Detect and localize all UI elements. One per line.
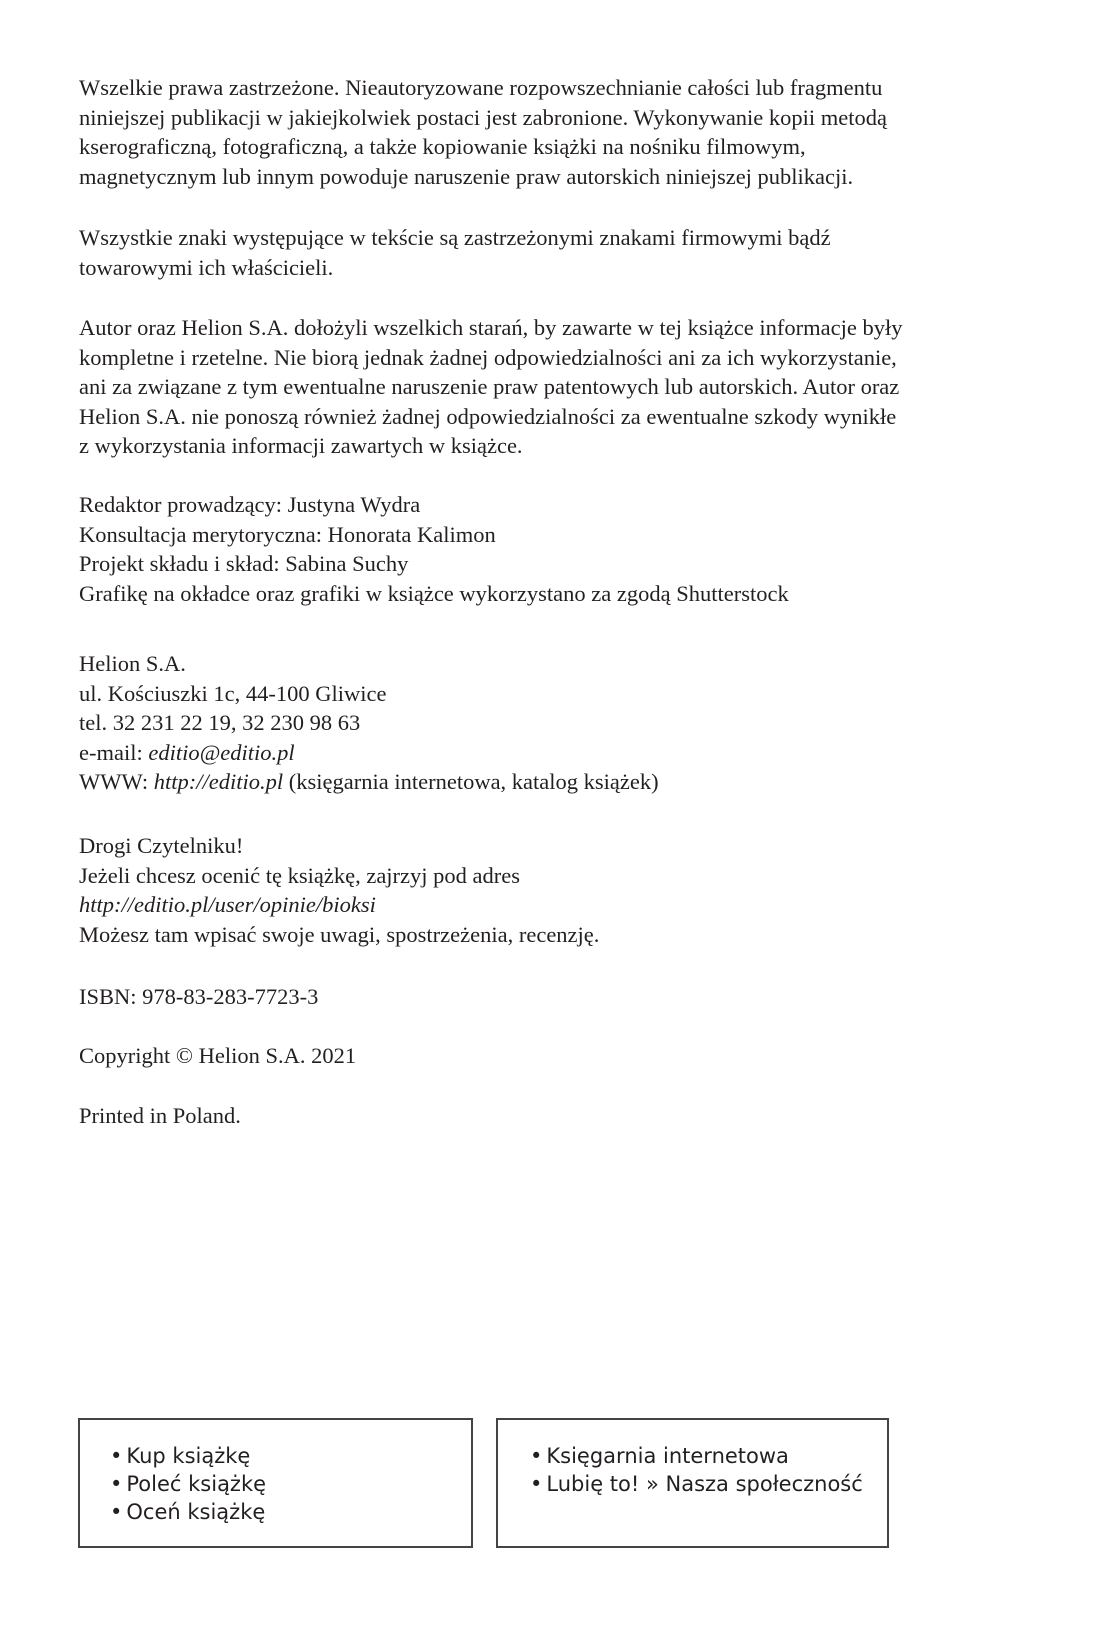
reader-invite: Jeżeli chcesz ocenić tę książkę, zajrzyj pod adres xyxy=(79,862,521,888)
review-url-link[interactable]: http://editio.pl/user/opinie/bioksi xyxy=(79,892,376,917)
bookstore-link[interactable] xyxy=(530,1442,887,1470)
publisher-address xyxy=(79,649,1019,797)
printed-in xyxy=(79,1101,1019,1131)
www-label: WWW: xyxy=(79,769,154,794)
publisher-name: Helion S.A. xyxy=(79,651,186,676)
copyright xyxy=(79,1041,1019,1071)
printed-text: Printed in Poland. xyxy=(79,1103,241,1128)
community-label: Lubię to! » Nasza społeczność xyxy=(546,1472,863,1496)
recommend-book-link[interactable] xyxy=(110,1470,471,1498)
isbn-text: ISBN: 978-83-283-7723-3 xyxy=(79,984,319,1009)
copyright-text: Copyright © Helion S.A. 2021 xyxy=(79,1043,357,1068)
email-link[interactable]: editio@editio.pl xyxy=(148,739,295,765)
community-box xyxy=(496,1418,889,1548)
publisher-email-line xyxy=(79,738,1019,768)
book-actions-box xyxy=(78,1418,473,1548)
trademarks-line: Wszystkie znaki występujące w tekście są zastrzeżonymi znakami firmowymi bądź xyxy=(79,225,831,250)
liability-line: Helion S.A. nie ponoszą również żadnej odpowiedzialności za ewentualne szkody wynikłe xyxy=(79,403,897,429)
liability-line: kompletne i rzetelne. Nie biorą jednak żadnej odpowiedzialności ani za ich wykorzystanie, xyxy=(79,344,897,370)
bullet-icon: • xyxy=(530,1472,543,1496)
publisher-phone: tel. 32 231 22 19, 32 230 98 63 xyxy=(79,710,361,735)
publisher-street: ul. Kościuszki 1c, 44-100 Gliwice xyxy=(79,680,387,706)
buy-book-label: Kup książkę xyxy=(126,1444,251,1468)
liability-line: ani za związane z tym ewentualne naruszenie praw patentowych lub autorskich. Autor oraz xyxy=(79,374,900,399)
community-link[interactable] xyxy=(530,1470,887,1498)
rights-line: niniejszej publikacji w jakiejkolwiek postaci jest zabronione. Wykonywanie kopii metodą xyxy=(79,104,888,130)
bullet-icon: • xyxy=(530,1444,543,1468)
email-label: e-mail: xyxy=(79,739,149,765)
bullet-icon: • xyxy=(110,1500,123,1524)
buy-book-link[interactable] xyxy=(110,1442,471,1470)
typesetting-credit: Projekt składu i skład: Sabina Suchy xyxy=(79,551,409,576)
editor-credit: Redaktor prowadzący: Justyna Wydra xyxy=(79,492,421,517)
credits xyxy=(79,490,1019,608)
consultation-credit: Konsultacja merytoryczna: Honorata Kalimon xyxy=(79,521,496,547)
rights-line: magnetycznym lub innym powoduje naruszenie praw autorskich niniejszej publikacji. xyxy=(79,163,854,189)
rate-book-link[interactable] xyxy=(110,1498,471,1526)
reader-closing: Możesz tam wpisać swoje uwagi, spostrzeżenia, recenzję. xyxy=(79,921,600,947)
graphics-credit: Grafikę na okładce oraz grafiki w książce wykorzystano za zgodą Shutterstock xyxy=(79,580,789,606)
rights-notice xyxy=(79,73,1019,191)
rights-line: Wszelkie prawa zastrzeżone. Nieautoryzowane rozpowszechnianie całości lub fragmentu xyxy=(79,75,883,100)
isbn xyxy=(79,982,1019,1012)
recommend-book-label: Poleć książkę xyxy=(126,1472,267,1496)
publisher-www-line xyxy=(79,767,1019,797)
liability-line: z wykorzystania informacji zawartych w książce. xyxy=(79,433,523,458)
www-link[interactable]: http://editio.pl xyxy=(153,769,284,794)
reader-greeting: Drogi Czytelniku! xyxy=(79,833,244,858)
bookstore-label: Księgarnia internetowa xyxy=(546,1444,789,1468)
trademarks-notice xyxy=(79,223,1019,282)
rights-line: kserograficzną, fotograficzną, a także kopiowanie książki na nośniku filmowym, xyxy=(79,134,806,159)
reader-note xyxy=(79,831,1019,949)
liability-notice xyxy=(79,313,1019,461)
www-note: (księgarnia internetowa, katalog książek) xyxy=(283,769,659,794)
bullet-icon: • xyxy=(110,1444,123,1468)
rate-book-label: Oceń książkę xyxy=(126,1500,266,1524)
trademarks-line: towarowymi ich właścicieli. xyxy=(79,254,334,280)
bullet-icon: • xyxy=(110,1472,123,1496)
liability-line: Autor oraz Helion S.A. dołożyli wszelkich starań, by zawarte w tej książce informacje były xyxy=(79,315,903,340)
